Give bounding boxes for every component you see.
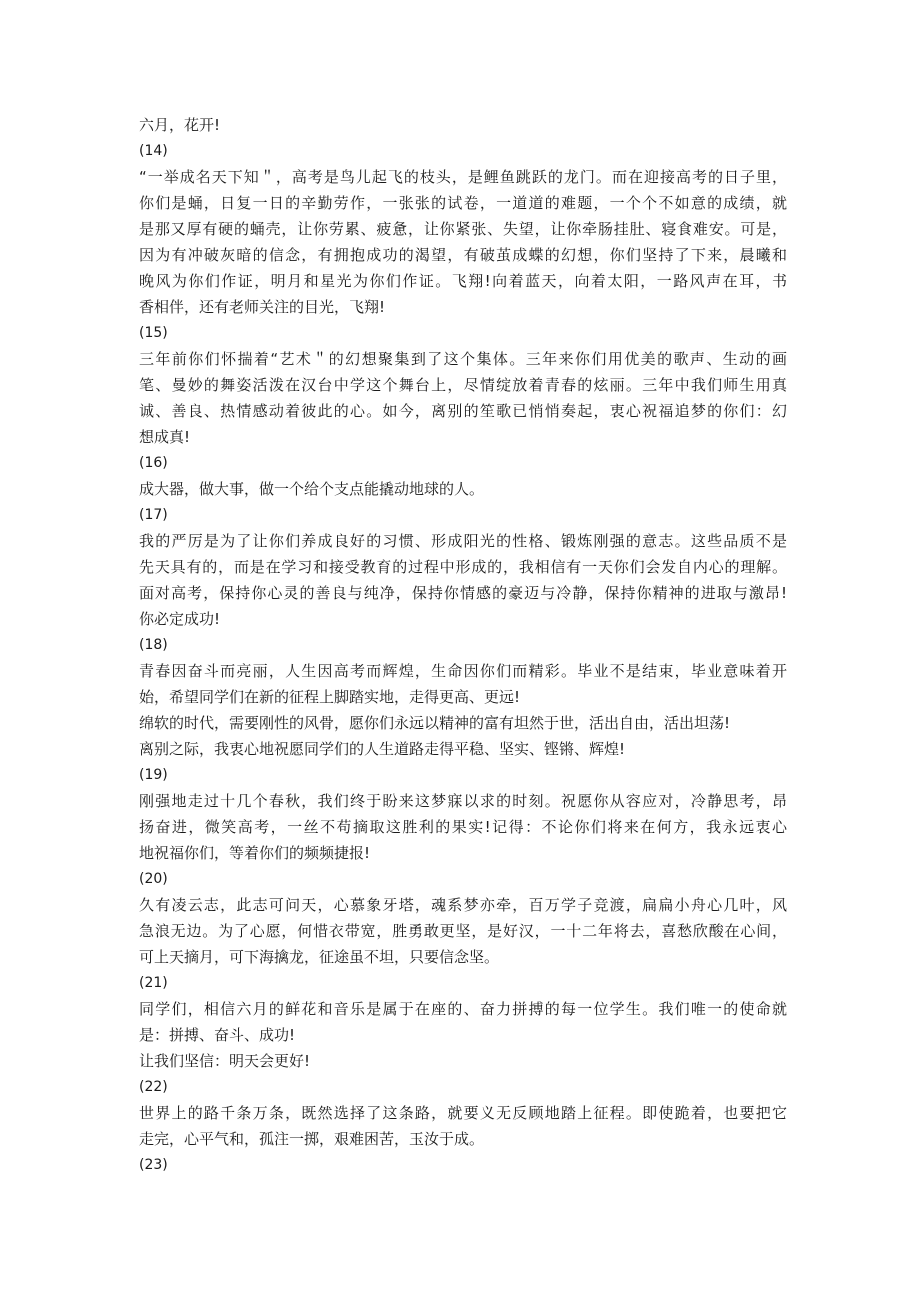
- text-line: 是：拼搏、奋斗、成功!: [139, 1026, 296, 1044]
- text-line: 地祝福你们，等着你们的频频捷报!: [139, 844, 371, 862]
- text-line: 先天具有的，而是在学习和接受教育的过程中形成的，我相信有一天你们会发自内心的理解。: [139, 558, 787, 576]
- text-line: 笔、曼妙的舞姿活泼在汉台中学这个舞台上，尽情绽放着青春的炫丽。三年中我们师生用真: [139, 376, 787, 394]
- text-line: 始，希望同学们在新的征程上脚踏实地，走得更高、更远!: [139, 688, 521, 706]
- text-line: 是那又厚有硬的蛹壳，让你劳累、疲惫，让你紧张、失望，让你牵肠挂肚、寝食难安。可是，: [139, 220, 787, 238]
- text-line: 急浪无边。为了心愿，何惜衣带宽，胜勇敢更坚，是好汉，一十二年将去，喜愁欣酸在心间，: [139, 922, 787, 940]
- text-line: 因为有冲破灰暗的信念，有拥抱成功的渴望，有破茧成蝶的幻想，你们坚持了下来，晨曦和: [139, 246, 787, 264]
- paragraph: [139, 164, 787, 320]
- text-line: 晚风为你们作证，明月和星光为你们作证。飞翔!向着蓝天，向着太阳，一路风声在耳，书: [139, 272, 787, 290]
- text-line: 可上天摘月，可下海擒龙，征途虽不坦，只要信念坚。: [139, 948, 500, 966]
- paragraph-number: (20): [139, 871, 168, 887]
- paragraph-number: (15): [139, 325, 168, 341]
- text-line: 想成真!: [139, 428, 191, 446]
- paragraph-number: (23): [139, 1157, 168, 1173]
- text-line: 青春因奋斗而亮丽，人生因高考而辉煌，生命因你们而精彩。毕业不是结束，毕业意味着开: [139, 662, 787, 680]
- text-line: 扬奋进，微笑高考，一丝不苟摘取这胜利的果实!记得：不论你们将来在何方，我永远衷心: [139, 818, 787, 836]
- text-line: 离别之际，我衷心地祝愿同学们的人生道路走得平稳、坚实、铿锵、辉煌!: [139, 740, 626, 758]
- text-line: 面对高考，保持你心灵的善良与纯净，保持你情感的豪迈与冷静，保持你精神的进取与激昂!: [139, 584, 787, 602]
- text-line: 你们是蛹，日复一日的辛勤劳作，一张张的试卷，一道道的难题，一个个不如意的成绩，就: [139, 194, 787, 212]
- text-line: 刚强地走过十几个春秋，我们终于盼来这梦寐以求的时刻。祝愿你从容应对，冷静思考，昂: [139, 792, 787, 810]
- text-line: 成大器，做大事，做一个给个支点能撬动地球的人。: [139, 480, 485, 498]
- paragraph: [139, 736, 787, 762]
- paragraph-number: (17): [139, 507, 168, 523]
- text-line: 诚、善良、热情感动着彼此的心。如今，离别的笙歌已悄悄奏起，衷心祝福追梦的你们：幻: [139, 402, 787, 420]
- paragraph: [139, 476, 787, 502]
- document-page: [139, 112, 787, 1178]
- paragraph: [139, 658, 787, 710]
- paragraph: [139, 528, 787, 632]
- text-line: “一举成名天下知＂，高考是鸟儿起飞的枝头，是鲤鱼跳跃的龙门。而在迎接高考的日子里，: [139, 168, 787, 186]
- paragraph: [139, 710, 787, 736]
- text-line: 绵软的时代，需要刚性的风骨，愿你们永远以精神的富有坦然于世，活出自由，活出坦荡!: [139, 714, 731, 732]
- paragraph-number: (14): [139, 143, 168, 159]
- paragraph: [139, 112, 787, 138]
- text-line: 走完，心平气和，孤注一掷，艰难困苦，玉汝于成。: [139, 1130, 485, 1148]
- text-line: 六月，花开!: [139, 116, 221, 134]
- text-line: 三年前你们怀揣着“艺术＂的幻想聚集到了这个集体。三年来你们用优美的歌声、生动的画: [139, 350, 787, 368]
- text-line: 让我们坚信：明天会更好!: [139, 1052, 311, 1070]
- text-line: 世界上的路千条万条，既然选择了这条路，就要义无反顾地踏上征程。即使跪着，也要把它: [139, 1104, 787, 1122]
- text-line: 同学们，相信六月的鲜花和音乐是属于在座的、奋力拼搏的每一位学生。我们唯一的使命就: [139, 1000, 787, 1018]
- paragraph-number: (22): [139, 1079, 168, 1095]
- paragraph-number: (18): [139, 637, 168, 653]
- text-line: 你必定成功!: [139, 610, 221, 628]
- text-line: 香相伴，还有老师关注的目光，飞翔!: [139, 298, 386, 316]
- text-line: 久有凌云志，此志可问天，心慕象牙塔，魂系梦亦牵，百万学子竞渡，扁扁小舟心几叶，风: [139, 896, 787, 914]
- paragraph-number: (19): [139, 767, 168, 783]
- paragraph-number: (21): [139, 975, 168, 991]
- paragraph: [139, 892, 787, 970]
- paragraph: [139, 1100, 787, 1152]
- paragraph: [139, 996, 787, 1048]
- paragraph: [139, 1048, 787, 1074]
- paragraph-number: (16): [139, 455, 168, 471]
- text-line: 我的严厉是为了让你们养成良好的习惯、形成阳光的性格、锻炼刚强的意志。这些品质不是: [139, 532, 787, 550]
- paragraph: [139, 788, 787, 866]
- paragraph: [139, 346, 787, 450]
